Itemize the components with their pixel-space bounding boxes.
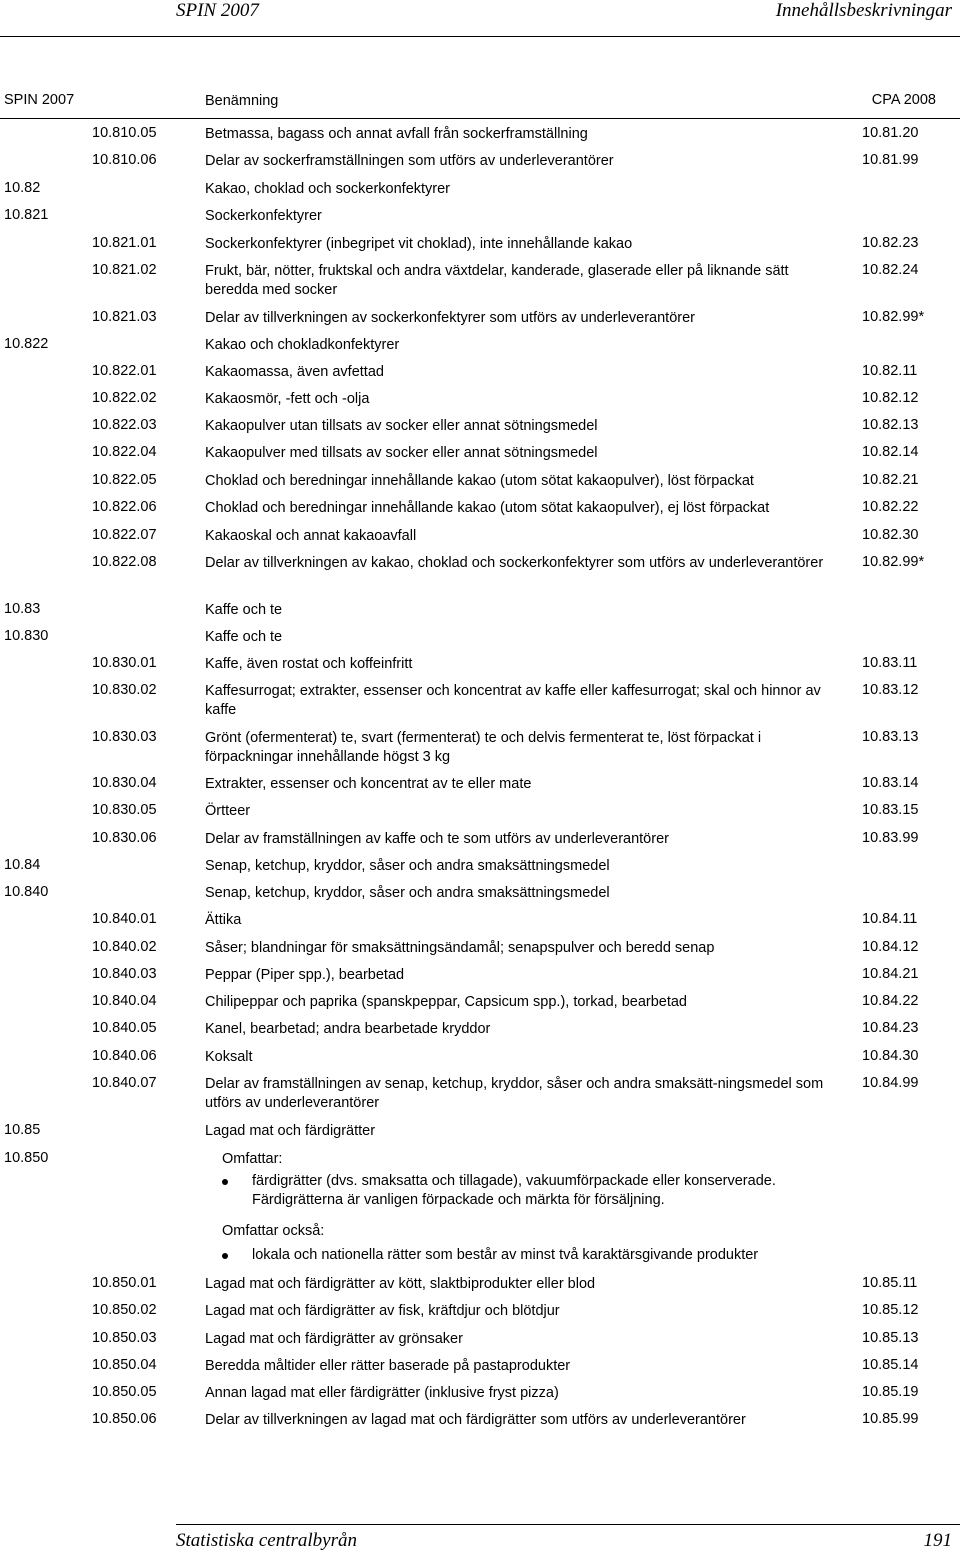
code-level2: 10.840.02 [92,939,157,955]
cpa-code: 10.82.12 [862,390,919,406]
row-name: Delar av sockerframställningen som utförs av underleverantörer [205,153,614,169]
code-level2: 10.830.03 [92,729,157,745]
cpa-code: 10.85.14 [862,1357,919,1373]
row-name: Chilipeppar och paprika (spanskpeppar, Capsicum spp.), torkad, bearbetad [205,994,687,1010]
code-level2: 10.850.04 [92,1357,157,1373]
row-name: Kakao, choklad och sockerkonfektyrer [205,181,451,197]
row-name: Kaffe, även rostat och koffeinfritt [205,656,413,672]
code-level1: 10.821 [4,207,49,223]
code-level2: 10.830.01 [92,655,157,671]
row-name: Lagad mat och färdigrätter av grönsaker [205,1331,463,1347]
cpa-code: 10.82.11 [862,363,918,379]
cpa-code: 10.82.23 [862,235,919,251]
cpa-code: 10.84.22 [862,993,919,1009]
cpa-code: 10.81.20 [862,125,919,141]
row-name: Sockerkonfektyrer (inbegripet vit choklad), inte innehållande kakao [205,236,633,252]
code-level2: 10.821.03 [92,309,157,325]
code-level2: 10.822.07 [92,527,157,543]
row-name: Kaffe och te [205,629,283,645]
cpa-code: 10.82.13 [862,417,919,433]
row-name: Koksalt [205,1049,253,1065]
row-name: Lagad mat och färdigrätter [205,1123,376,1139]
bullet-icon [222,1179,228,1185]
cpa-code: 10.84.12 [862,939,919,955]
code-level1: 10.84 [4,857,41,873]
row-name: Kakaosmör, -fett och -olja [205,391,370,407]
code-level2: 10.850.02 [92,1302,157,1318]
code-level2: 10.850.01 [92,1275,157,1291]
code-level2: 10.840.03 [92,966,157,982]
row-name: Lagad mat och färdigrätter av fisk, kräftdjur och blötdjur [205,1303,560,1319]
row-name: Kakaomassa, även avfettad [205,364,384,380]
cpa-code: 10.82.14 [862,444,919,460]
cpa-code: 10.83.11 [862,655,918,671]
also-includes-list-item [222,1246,862,1266]
row-name: Kakao och chokladkonfektyrer [205,337,400,353]
code-level2: 10.821.02 [92,262,157,278]
row-name: Kaffe och te [205,602,283,618]
row-name: Peppar (Piper spp.), bearbetad [205,967,405,983]
cpa-code: 10.85.19 [862,1384,919,1400]
footer-publisher: Statistiska centralbyrån [176,1530,358,1551]
row-name: Senap, ketchup, kryddor, såser och andra smaksättningsmedel [205,885,610,901]
cpa-code: 10.85.12 [862,1302,919,1318]
row-name: Senap, ketchup, kryddor, såser och andra smaksättningsmedel [205,858,610,874]
code-level1: 10.850 [4,1150,49,1166]
row-name: Frukt, bär, nötter, fruktskal och andra växtdelar, kanderade, glaserade eller på liknande sätt beredda med socker [205,263,789,298]
cpa-code: 10.85.11 [862,1275,918,1291]
row-name: Beredda måltider eller rätter baserade på pastaprodukter [205,1358,571,1374]
code-level2: 10.822.06 [92,499,157,515]
code-level2: 10.810.06 [92,152,157,168]
cpa-code: 10.83.13 [862,729,919,745]
cpa-code: 10.85.99 [862,1411,919,1427]
code-level2: 10.850.05 [92,1384,157,1400]
row-name: Kakaopulver utan tillsats av socker eller annat sötningsmedel [205,418,598,434]
code-level2: 10.822.03 [92,417,157,433]
footer-page-number: 191 [923,1530,952,1551]
includes-title: Omfattar: [222,1151,283,1167]
row-name: Extrakter, essenser och koncentrat av te eller mate [205,776,532,792]
cpa-code: 10.81.99 [862,152,919,168]
bullet-icon [222,1253,228,1259]
row-name: Kaffesurrogat; extrakter, essenser och koncentrat av kaffe eller kaffesurrogat; skal och hinnor av kaffe [205,683,821,718]
code-level2: 10.830.04 [92,775,157,791]
row-name: Såser; blandningar för smaksättningsändamål; senapspulver och beredd senap [205,940,715,956]
code-level1: 10.830 [4,628,49,644]
cpa-code: 10.82.99* [862,554,925,570]
row-name: Delar av tillverkningen av sockerkonfektyrer som utförs av underleverantörer [205,310,695,326]
row-name: Kanel, bearbetad; andra bearbetade kryddor [205,1021,491,1037]
code-level2: 10.840.04 [92,993,157,1009]
code-level1: 10.83 [4,601,41,617]
row-name: Kakaopulver med tillsats av socker eller annat sötningsmedel [205,445,598,461]
also-item-text: lokala och nationella rätter som består av minst två karaktärsgivande produkter [252,1247,759,1263]
also-includes-title: Omfattar också: [222,1223,325,1239]
cpa-code: 10.84.21 [862,966,919,982]
header-rule [0,36,960,37]
row-name: Betmassa, bagass och annat avfall från sockerframställning [205,126,588,142]
code-level2: 10.840.01 [92,911,157,927]
cpa-code: 10.84.30 [862,1048,919,1064]
row-name: Ättika [205,912,242,928]
code-level2: 10.821.01 [92,235,157,251]
column-header-rule [0,118,960,119]
cpa-code: 10.83.99 [862,830,919,846]
code-level1: 10.85 [4,1122,41,1138]
cpa-code: 10.84.23 [862,1020,919,1036]
code-level2: 10.822.02 [92,390,157,406]
cpa-code: 10.84.11 [862,911,918,927]
row-name: Choklad och beredningar innehållande kakao (utom sötat kakaopulver), ej löst förpackat [205,500,770,516]
column-header-name: Benämning [205,93,279,109]
code-level2: 10.830.05 [92,802,157,818]
code-level2: 10.850.06 [92,1411,157,1427]
code-level2: 10.850.03 [92,1330,157,1346]
footer-rule [176,1524,960,1525]
cpa-code: 10.82.24 [862,262,919,278]
cpa-code: 10.83.15 [862,802,919,818]
includes-list-item [222,1172,862,1212]
code-level2: 10.822.01 [92,363,157,379]
code-level2: 10.840.05 [92,1020,157,1036]
cpa-code: 10.84.99 [862,1075,919,1091]
column-header-cpa: CPA 2008 [871,92,936,108]
cpa-code: 10.83.14 [862,775,919,791]
column-header-spin: SPIN 2007 [4,92,75,108]
code-level2: 10.830.06 [92,830,157,846]
row-name: Delar av framställningen av kaffe och te som utförs av underleverantörer [205,831,669,847]
row-name: Delar av framställningen av senap, ketchup, kryddor, såser och andra smaksätt-ningsmedel som utförs av underleverantörer [205,1076,824,1111]
header-section-title: Innehållsbeskrivningar [775,0,952,21]
code-level1: 10.82 [4,180,41,196]
cpa-code: 10.82.30 [862,527,919,543]
row-name: Lagad mat och färdigrätter av kött, slaktbiprodukter eller blod [205,1276,596,1292]
code-level2: 10.822.08 [92,554,157,570]
code-level1: 10.822 [4,336,49,352]
row-name: Sockerkonfektyrer [205,208,322,224]
column-header-row [0,92,960,116]
code-level1: 10.840 [4,884,49,900]
code-level2: 10.822.04 [92,444,157,460]
row-name: Delar av tillverkningen av lagad mat och färdigrätter som utförs av underleverantörer [205,1412,746,1428]
code-level2: 10.840.06 [92,1048,157,1064]
cpa-code: 10.82.99* [862,309,925,325]
includes-item-text: färdigrätter (dvs. smaksatta och tillagade), vakuumförpackade eller konserverade. Färdigrätterna är vanligen förpackade och märkta för försäljning. [252,1173,776,1208]
cpa-code: 10.82.21 [862,472,919,488]
code-level2: 10.840.07 [92,1075,157,1091]
row-name: Grönt (ofermenterat) te, svart (fermenterat) te och delvis fermenterat te, löst förpackat i förpackningar innehållande högst 3 kg [205,730,762,765]
row-name: Choklad och beredningar innehållande kakao (utom sötat kakaopulver), löst förpackat [205,473,754,489]
row-name: Delar av tillverkningen av kakao, choklad och sockerkonfektyrer som utförs av underleverantörer [205,555,824,571]
cpa-code: 10.82.22 [862,499,919,515]
row-name: Örtteer [205,803,251,819]
row-name: Kakaoskal och annat kakaoavfall [205,528,417,544]
code-level2: 10.830.02 [92,682,157,698]
cpa-code: 10.83.12 [862,682,919,698]
code-level2: 10.810.05 [92,125,157,141]
header-document-title: SPIN 2007 [176,0,259,21]
cpa-code: 10.85.13 [862,1330,919,1346]
row-name: Annan lagad mat eller färdigrätter (inklusive fryst pizza) [205,1385,559,1401]
code-level2: 10.822.05 [92,472,157,488]
